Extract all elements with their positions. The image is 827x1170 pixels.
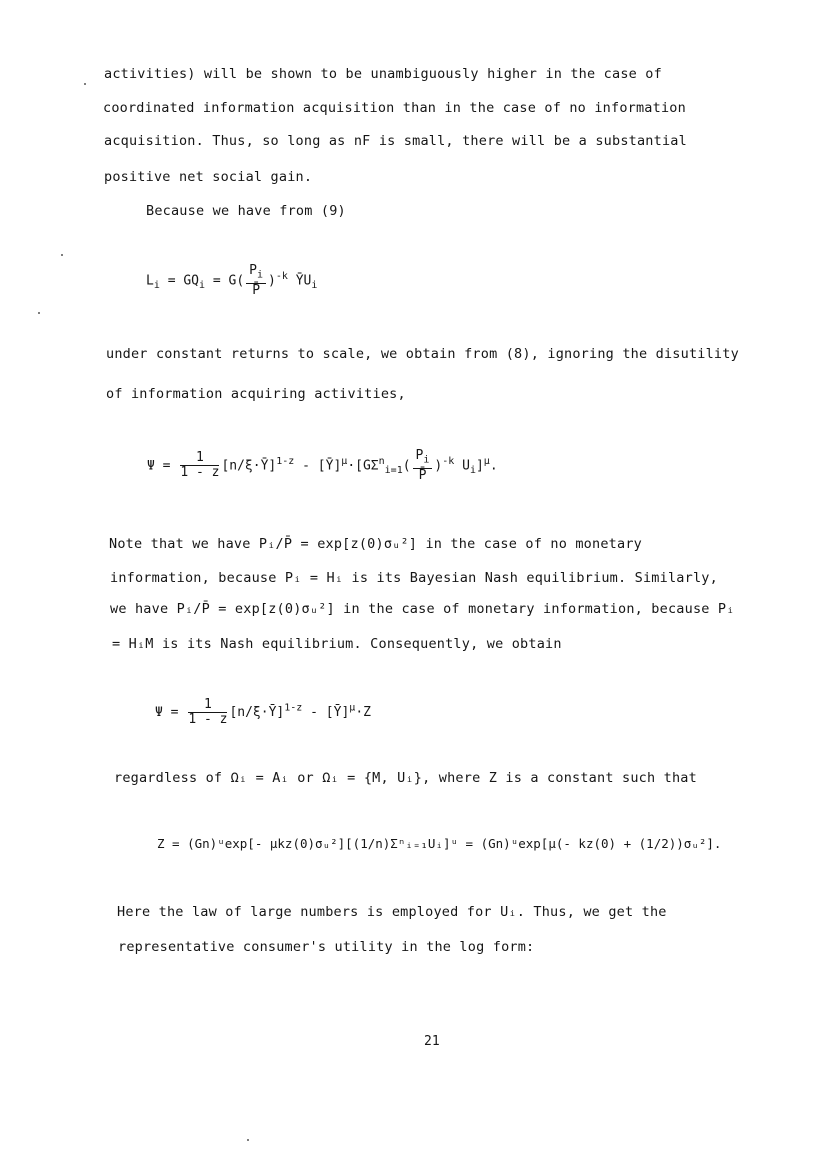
text-line: representative consumer's utility in the log form: [118, 939, 535, 955]
equation-2: Ψ = $\frac{1}{1 - z}$ [n/ξ·Ȳ]$^{1-z}$ - $[Ȳ]^\mu\cdot[G\Sigma^n_{i=1}$( $\frac{P_i}{P̄}$ )$^{-k}$ $U_i]^\mu$. [147, 448, 498, 483]
text-line: we have Pᵢ/P̄ = exp[z(0)σᵤ²] in the case of monetary information, because Pᵢ [110, 601, 735, 617]
scan-speck [38, 312, 40, 314]
text-line: regardless of Ωᵢ = Aᵢ or Ωᵢ = {M, Uᵢ}, where Z is a constant such that [114, 770, 697, 786]
text-line: coordinated information acquisition than in the case of no information [103, 100, 686, 116]
equation-4: Z = (Gn)ᵘexp[- μkz(0)σᵤ²][(1/n)Σⁿᵢ₌₁Uᵢ]ᵘ = (Gn)ᵘexp[μ(- kz(0) + (1/2))σᵤ²]. [157, 836, 722, 851]
text-line: Because we have from (9) [146, 203, 346, 219]
text-line: activities) will be shown to be unambiguously higher in the case of [104, 66, 662, 82]
text-line: positive net social gain. [104, 169, 313, 185]
equation-1: $L_i = GQ_i = G$( $\frac{P_i}{P̄}$ )$^{-k}$ $ȲU_i$ [146, 263, 318, 298]
scan-speck [247, 1139, 249, 1141]
text-line: Here the law of large numbers is employed for Uᵢ. Thus, we get the [117, 904, 667, 920]
text-line: Note that we have Pᵢ/P̄ = exp[z(0)σᵤ²] in the case of no monetary [109, 536, 642, 552]
text-line: of information acquiring activities, [106, 386, 406, 402]
page-number: 21 [424, 1034, 440, 1049]
text-line: under constant returns to scale, we obtain from (8), ignoring the disutility [106, 346, 739, 362]
scan-speck [84, 83, 86, 85]
text-line: acquisition. Thus, so long as nF is small, there will be a substantial [104, 133, 687, 149]
scan-speck [61, 254, 63, 256]
text-line: information, because Pᵢ = Hᵢ is its Bayesian Nash equilibrium. Similarly, [110, 570, 718, 586]
text-line: = HᵢM is its Nash equilibrium. Consequently, we obtain [112, 636, 562, 652]
equation-3: Ψ = $\frac{1}{1 - z}$ [n/ξ·Ȳ]$^{1-z}$ - [Ȳ]$^\mu$·Z [155, 697, 371, 727]
